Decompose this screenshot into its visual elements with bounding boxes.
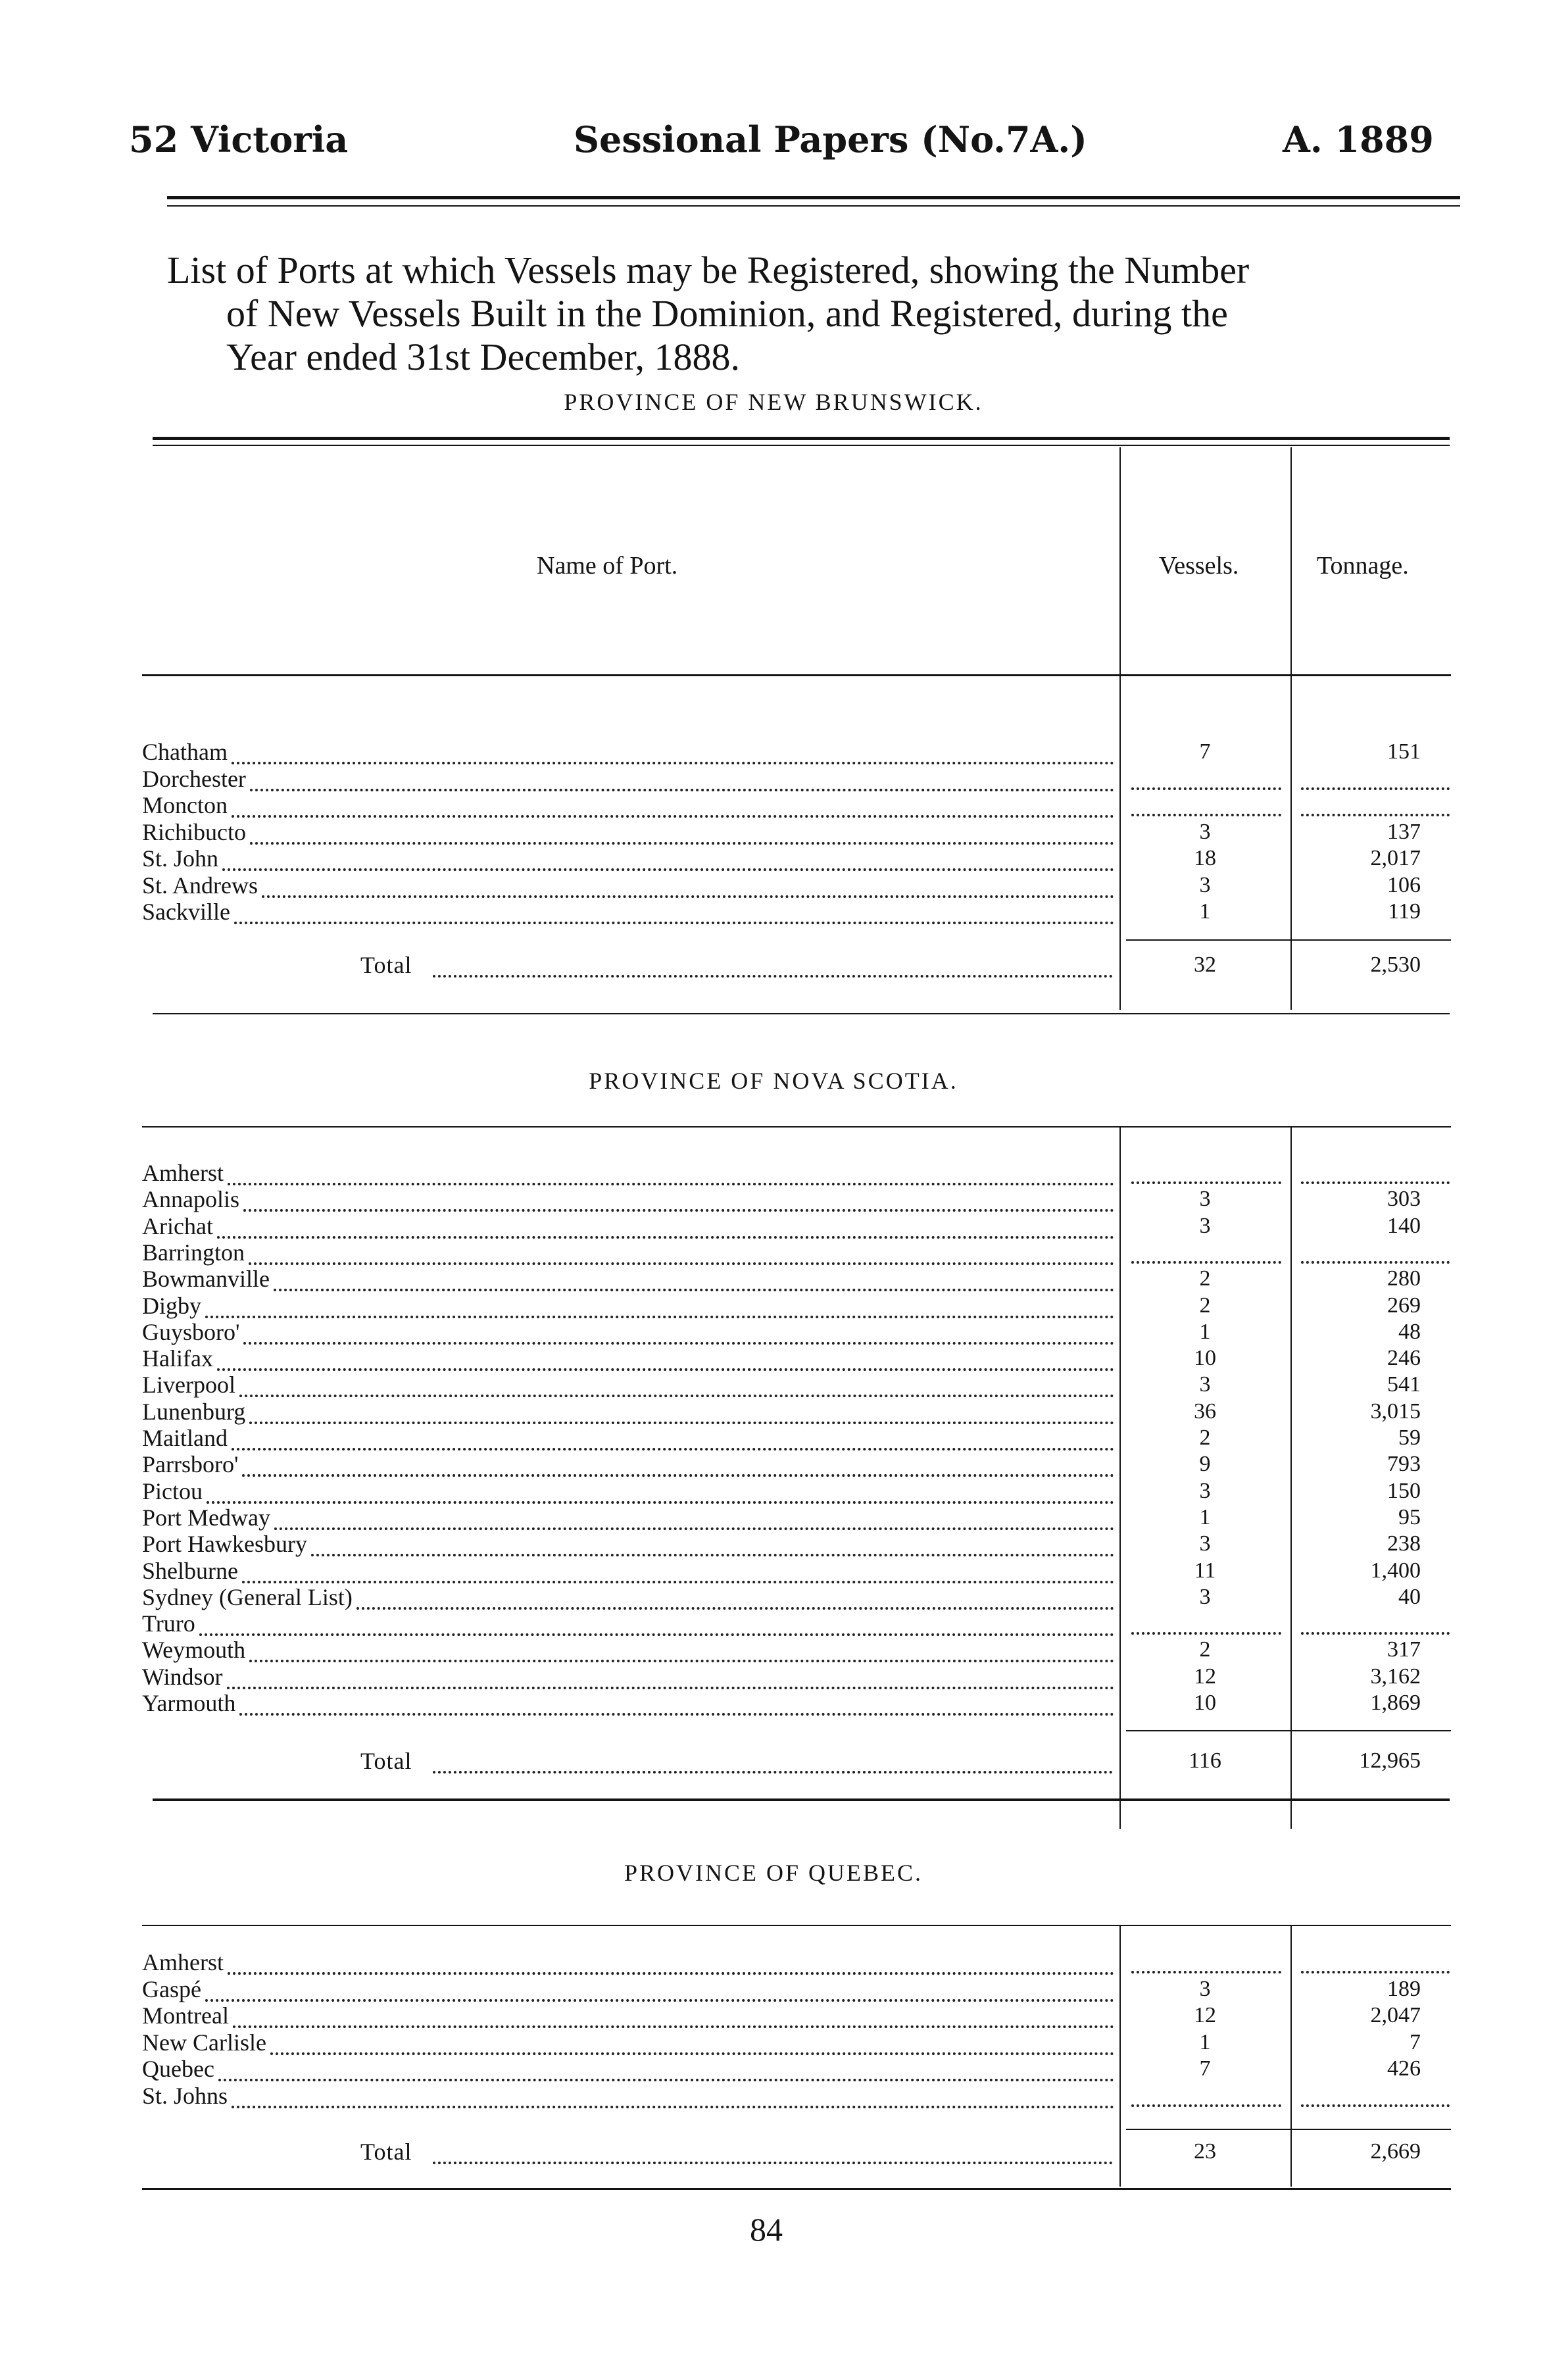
table-row xyxy=(142,765,1451,791)
total-label: Total xyxy=(360,1748,412,1774)
table-row xyxy=(142,1975,1451,2002)
leader-dots xyxy=(239,1375,1114,1397)
port-name: Amherst xyxy=(142,1160,224,1186)
tonnage-empty-dots xyxy=(1301,1632,1450,1635)
leader-dots xyxy=(274,1508,1114,1530)
table-row xyxy=(142,1239,1451,1265)
tonnage-cell: 426 xyxy=(1387,2056,1421,2081)
leader-dots xyxy=(356,1587,1114,1610)
title-lead: List xyxy=(167,249,227,291)
port-name: Maitland xyxy=(142,1425,228,1451)
header-rule-thin xyxy=(167,205,1460,207)
vessels-cell: 3 xyxy=(1199,1187,1211,1212)
tonnage-empty-dots xyxy=(1301,1181,1450,1184)
leader-dots xyxy=(250,769,1114,791)
section-top-rule xyxy=(142,1925,1451,1926)
tonnage-cell: 269 xyxy=(1387,1293,1421,1318)
port-name: Amherst xyxy=(142,1949,224,1975)
table-bottom-rule xyxy=(142,2188,1451,2190)
page-number: 84 xyxy=(750,2211,783,2248)
leader-dots xyxy=(218,2059,1114,2081)
vessels-empty-dots xyxy=(1131,2104,1281,2107)
tonnage-cell: 246 xyxy=(1387,1346,1421,1371)
tonnage-empty-dots xyxy=(1301,1261,1450,1264)
leader-dots xyxy=(243,1322,1114,1345)
port-name: St. John xyxy=(142,845,219,872)
port-name: Digby xyxy=(142,1292,201,1319)
table-row xyxy=(142,2082,1451,2108)
section-title-quebec: PROVINCE OF QUEBEC. xyxy=(624,1860,923,1886)
document-title xyxy=(167,249,1456,379)
tonnage-cell: 3,015 xyxy=(1370,1399,1421,1424)
vessels-cell: 12 xyxy=(1194,1664,1216,1689)
tonnage-cell: 106 xyxy=(1387,872,1421,897)
leader-dots xyxy=(262,876,1114,898)
tonnage-cell: 40 xyxy=(1398,1584,1421,1609)
table-row xyxy=(142,1398,1451,1424)
table-row xyxy=(142,1371,1451,1397)
table-row xyxy=(142,791,1451,818)
tonnage-cell: 1,400 xyxy=(1370,1558,1421,1583)
tonnage-cell: 140 xyxy=(1387,1213,1421,1238)
leader-dots xyxy=(232,2086,1114,2108)
header-year: A. 1889 xyxy=(1283,118,1434,161)
total-tonnage: 12,965 xyxy=(1359,1748,1421,1773)
vessels-cell: 3 xyxy=(1199,1976,1211,2001)
leader-dots xyxy=(249,1640,1114,1662)
port-name: Shelburne xyxy=(142,1557,238,1584)
subtotal-rule xyxy=(1126,1730,1451,1731)
vessels-empty-dots xyxy=(1131,1181,1281,1184)
leader-dots xyxy=(242,1454,1114,1477)
section-end-rule xyxy=(153,1798,1450,1801)
tonnage-cell: 793 xyxy=(1387,1452,1421,1477)
table-row xyxy=(142,1583,1451,1610)
port-name: Weymouth xyxy=(142,1637,246,1664)
total-vessels: 32 xyxy=(1194,953,1216,977)
tonnage-empty-dots xyxy=(1301,2104,1450,2107)
table-row xyxy=(142,818,1451,845)
vessels-cell: 7 xyxy=(1199,739,1211,764)
vessels-cell: 36 xyxy=(1194,1399,1216,1424)
vessels-cell: 10 xyxy=(1194,1346,1216,1371)
table-row xyxy=(142,1636,1451,1662)
title-line-2: of New Vessels Built in the Dominion, and Registered, during the xyxy=(226,292,1228,335)
leader-dots xyxy=(433,2142,1113,2164)
tonnage-empty-dots xyxy=(1301,1971,1450,1973)
port-name: Pictou xyxy=(142,1477,203,1504)
table-row xyxy=(142,1292,1451,1318)
leader-dots xyxy=(217,1349,1114,1371)
vessels-empty-dots xyxy=(1131,1261,1281,1264)
vessels-cell: 3 xyxy=(1199,1584,1211,1609)
vessels-cell: 12 xyxy=(1194,2003,1216,2027)
leader-dots xyxy=(274,1269,1114,1291)
port-name: Guysboro' xyxy=(142,1318,240,1345)
tonnage-cell: 151 xyxy=(1387,739,1421,764)
table-row xyxy=(142,1530,1451,1556)
header-bottom-rule xyxy=(142,674,1451,676)
table-row xyxy=(142,1318,1451,1345)
table-row xyxy=(142,1159,1451,1185)
leader-dots xyxy=(228,1163,1114,1185)
vessels-cell: 2 xyxy=(1199,1637,1211,1662)
port-name: Gaspé xyxy=(142,1975,201,2002)
vessels-cell: 3 xyxy=(1199,872,1211,897)
leader-dots xyxy=(222,849,1114,871)
vessels-cell: 3 xyxy=(1199,1213,1211,1238)
table-row xyxy=(142,1477,1451,1504)
header-series: Sessional Papers (No.7A.) xyxy=(574,118,1087,161)
port-name: Arichat xyxy=(142,1212,213,1239)
title-line-3: Year ended 31st December, 1888. xyxy=(226,335,741,378)
tonnage-cell: 48 xyxy=(1398,1319,1421,1344)
vessels-cell: 7 xyxy=(1199,2056,1211,2081)
tonnage-cell: 280 xyxy=(1387,1266,1421,1291)
column-header-vessels: Vessels. xyxy=(1159,552,1239,580)
vessels-cell: 1 xyxy=(1199,2029,1211,2054)
tonnage-cell: 317 xyxy=(1387,1637,1421,1662)
vessels-cell: 2 xyxy=(1199,1266,1211,1291)
total-row-nova-scotia xyxy=(0,1747,1547,1780)
table-row xyxy=(142,1185,1451,1212)
port-name: Truro xyxy=(142,1610,195,1637)
vessels-empty-dots xyxy=(1131,814,1281,816)
port-name: Bowmanville xyxy=(142,1266,270,1293)
vessels-empty-dots xyxy=(1131,1971,1281,1973)
port-name: Liverpool xyxy=(142,1372,235,1399)
section-title-new-brunswick: PROVINCE OF NEW BRUNSWICK. xyxy=(564,389,983,415)
vessels-cell: 11 xyxy=(1194,1558,1216,1583)
port-name: New Carlisle xyxy=(142,2029,266,2056)
leader-dots xyxy=(239,1693,1114,1716)
leader-dots xyxy=(242,1561,1114,1583)
column-divider xyxy=(1119,447,1121,1010)
total-row-new-brunswick xyxy=(0,951,1547,984)
tonnage-cell: 2,047 xyxy=(1370,2003,1421,2027)
total-label: Total xyxy=(360,952,412,978)
port-name: Sydney (General List) xyxy=(142,1583,353,1610)
leader-dots xyxy=(217,1216,1114,1239)
port-name: Lunenburg xyxy=(142,1398,246,1425)
title-line-1: of Ports at which Vessels may be Registered, showing the Number xyxy=(226,249,1250,291)
total-tonnage: 2,669 xyxy=(1370,2139,1421,2164)
table-row xyxy=(142,1450,1451,1477)
total-label: Total xyxy=(360,2139,412,2165)
table-row xyxy=(142,2029,1451,2055)
table-row xyxy=(142,1504,1451,1530)
leader-dots xyxy=(207,1481,1114,1504)
tonnage-cell: 95 xyxy=(1398,1504,1421,1529)
total-vessels: 23 xyxy=(1194,2139,1216,2164)
leader-dots xyxy=(243,1189,1114,1212)
header-rule xyxy=(167,196,1460,199)
tonnage-cell: 3,162 xyxy=(1370,1664,1421,1689)
leader-dots xyxy=(232,742,1114,764)
vessels-cell: 3 xyxy=(1199,1478,1211,1503)
port-name: St. Johns xyxy=(142,2082,228,2109)
tonnage-cell: 2,017 xyxy=(1370,846,1421,870)
port-name: St. Andrews xyxy=(142,872,258,899)
tonnage-cell: 137 xyxy=(1387,819,1421,844)
table-row xyxy=(142,872,1451,898)
table-row xyxy=(142,1663,1451,1689)
tonnage-empty-dots xyxy=(1301,787,1450,790)
vessels-cell: 3 xyxy=(1199,1372,1211,1397)
table-row xyxy=(142,845,1451,871)
table-row xyxy=(142,898,1451,924)
port-name: Halifax xyxy=(142,1345,213,1372)
leader-dots xyxy=(228,1952,1114,1975)
leader-dots xyxy=(233,2006,1114,2028)
port-name: Dorchester xyxy=(142,765,246,792)
tonnage-cell: 303 xyxy=(1387,1187,1421,1212)
vessels-empty-dots xyxy=(1131,787,1281,790)
port-name: Barrington xyxy=(142,1239,245,1266)
leader-dots xyxy=(270,2033,1114,2055)
table-row xyxy=(142,2055,1451,2081)
vessels-cell: 2 xyxy=(1199,1426,1211,1450)
port-name: Yarmouth xyxy=(142,1690,236,1716)
vessels-cell: 9 xyxy=(1199,1452,1211,1477)
leader-dots xyxy=(250,822,1114,845)
table-row xyxy=(142,1212,1451,1239)
port-name: Montreal xyxy=(142,2002,229,2029)
vessels-cell: 18 xyxy=(1194,846,1216,870)
port-name: Chatham xyxy=(142,739,228,765)
tonnage-cell: 59 xyxy=(1398,1426,1421,1450)
leader-dots xyxy=(311,1534,1114,1556)
table-row xyxy=(142,1689,1451,1716)
vessels-cell: 1 xyxy=(1199,1504,1211,1529)
tonnage-empty-dots xyxy=(1301,814,1450,816)
table-row xyxy=(142,1265,1451,1291)
tonnage-cell: 189 xyxy=(1387,1976,1421,2001)
vessels-cell: 2 xyxy=(1199,1293,1211,1318)
leader-dots xyxy=(232,1428,1114,1450)
tonnage-cell: 541 xyxy=(1387,1372,1421,1397)
vessels-cell: 10 xyxy=(1194,1691,1216,1715)
tonnage-cell: 119 xyxy=(1388,899,1421,924)
leader-dots xyxy=(249,1402,1114,1424)
port-name: Sackville xyxy=(142,899,230,925)
leader-dots xyxy=(433,1751,1113,1773)
header-volume: 52 Victoria xyxy=(129,118,349,161)
table-row xyxy=(142,1610,1451,1636)
port-name: Windsor xyxy=(142,1663,223,1690)
vessels-cell: 3 xyxy=(1199,1531,1211,1556)
column-divider xyxy=(1290,447,1292,1010)
leader-dots xyxy=(227,1667,1114,1689)
leader-dots xyxy=(205,1979,1114,2002)
tonnage-cell: 150 xyxy=(1387,1478,1421,1503)
section-end-rule xyxy=(153,1013,1450,1014)
vessels-empty-dots xyxy=(1131,1632,1281,1635)
leader-dots xyxy=(249,1243,1114,1265)
column-header-tonnage: Tonnage. xyxy=(1317,552,1409,580)
leader-dots xyxy=(433,955,1113,978)
vessels-cell: 1 xyxy=(1199,899,1211,924)
subtotal-rule xyxy=(1126,2129,1451,2130)
vessels-cell: 3 xyxy=(1199,819,1211,844)
subtotal-rule xyxy=(1126,939,1451,941)
total-tonnage: 2,530 xyxy=(1370,953,1421,977)
total-vessels: 116 xyxy=(1189,1748,1221,1773)
tonnage-cell: 7 xyxy=(1410,2029,1421,2054)
table-row xyxy=(142,738,1451,764)
port-name: Quebec xyxy=(142,2056,214,2082)
leader-dots xyxy=(234,902,1114,924)
section-top-rule xyxy=(142,1126,1451,1128)
table-row xyxy=(142,1424,1451,1450)
leader-dots xyxy=(199,1614,1114,1636)
port-name: Richibucto xyxy=(142,818,246,845)
column-header-port: Name of Port. xyxy=(537,552,678,580)
port-name: Moncton xyxy=(142,792,228,818)
port-name: Annapolis xyxy=(142,1186,239,1213)
table-row xyxy=(142,1345,1451,1371)
leader-dots xyxy=(232,795,1114,818)
page-header xyxy=(0,118,1547,171)
vessels-cell: 1 xyxy=(1199,1319,1211,1344)
table-row xyxy=(142,1557,1451,1583)
table-top-rule xyxy=(153,437,1450,440)
tonnage-cell: 1,869 xyxy=(1370,1691,1421,1715)
table-row xyxy=(142,1948,1451,1975)
leader-dots xyxy=(205,1296,1114,1318)
table-top-rule-thin xyxy=(153,445,1450,446)
port-name: Port Hawkesbury xyxy=(142,1531,307,1558)
total-row-quebec xyxy=(0,2138,1547,2171)
port-name: Port Medway xyxy=(142,1504,270,1531)
tonnage-cell: 238 xyxy=(1387,1531,1421,1556)
port-name: Parrsboro' xyxy=(142,1451,239,1478)
table-row xyxy=(142,2002,1451,2028)
section-title-nova-scotia: PROVINCE OF NOVA SCOTIA. xyxy=(589,1068,958,1094)
